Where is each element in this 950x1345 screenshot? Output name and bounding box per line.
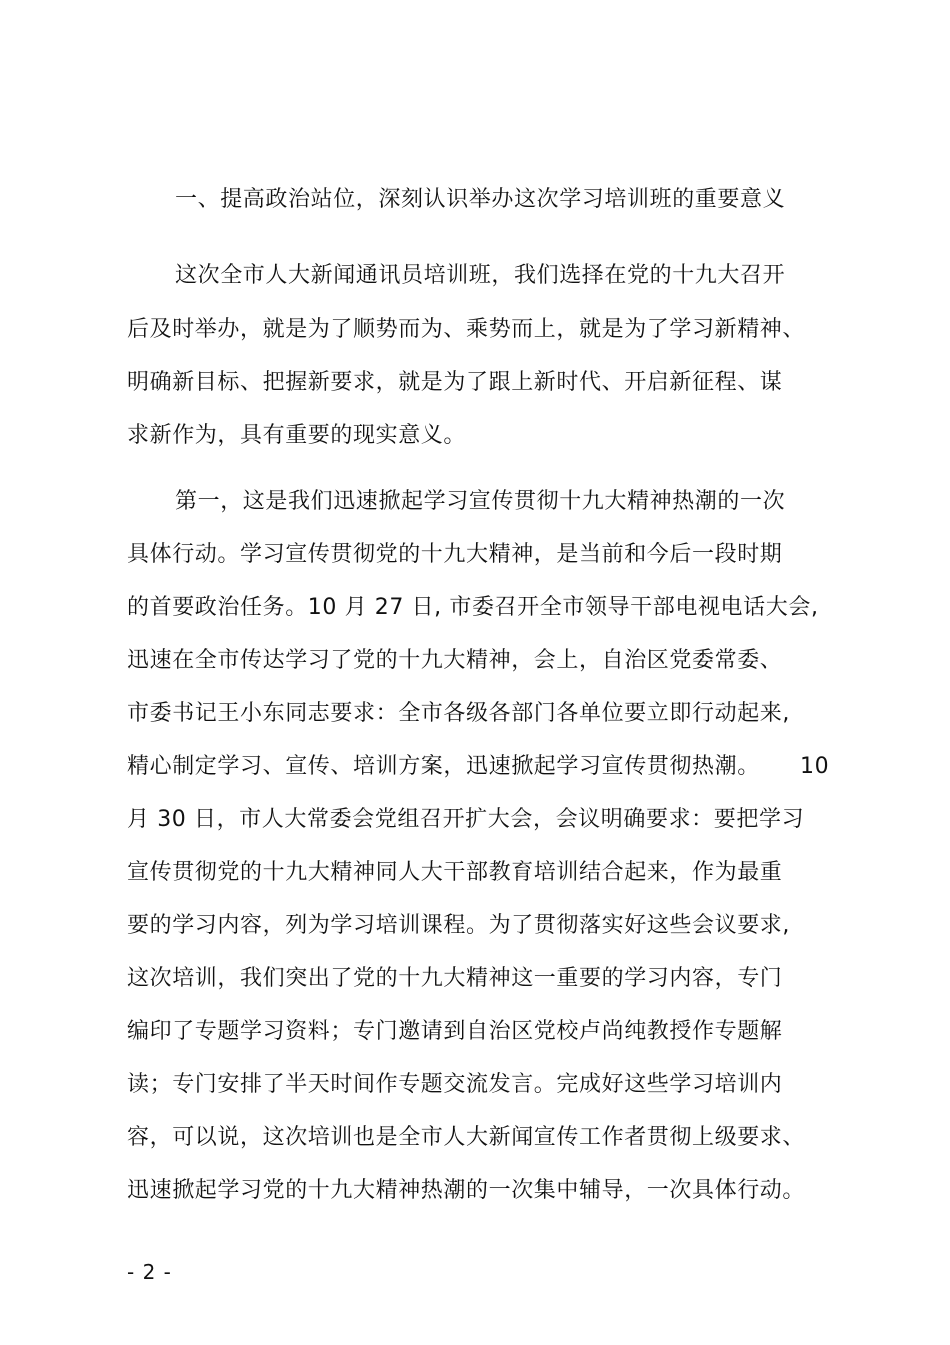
paragraph-2-line-2: 具体行动。学习宣传贯彻党的十九大精神，是当前和今后一段时期: [127, 542, 783, 567]
paragraph-2-line-7: 月 30 日，市人大常委会党组召开扩大会，会议明确要求：要把学习: [127, 807, 805, 832]
paragraph-2-line-8: 宣传贯彻党的十九大精神同人大干部教育培训结合起来，作为最重: [127, 860, 783, 885]
paragraph-2-line-10: 这次培训，我们突出了党的十九大精神这一重要的学习内容，专门: [127, 966, 783, 991]
paragraph-2-line-5: 市委书记王小东同志要求：全市各级各部门各单位要立即行动起来,: [127, 701, 790, 726]
paragraph-2-line-4: 迅速在全市传达学习了党的十九大精神，会上，自治区党委常委、: [127, 648, 783, 673]
paragraph-1-line-2: 后及时举办，就是为了顺势而为、乘势而上，就是为了学习新精神、: [127, 317, 806, 342]
paragraph-2-line-3: 的首要政治任务。10 月 27 日, 市委召开全市领导干部电视电话大会,: [127, 595, 819, 620]
paragraph-1-line-1: 这次全市人大新闻通讯员培训班，我们选择在党的十九大召开: [175, 263, 786, 288]
paragraph-2-line-14: 迅速掀起学习党的十九大精神热潮的一次集中辅导，一次具体行动。: [127, 1178, 806, 1203]
paragraph-2-line-13: 容，可以说，这次培训也是全市人大新闻宣传工作者贯彻上级要求、: [127, 1125, 806, 1150]
paragraph-2-line-12: 读；专门安排了半天时间作专题交流发言。完成好这些学习培训内: [127, 1072, 783, 1097]
page-number: - 2 -: [127, 1260, 172, 1284]
paragraph-1-line-3: 明确新目标、把握新要求，就是为了跟上新时代、开启新征程、谋: [127, 370, 783, 395]
paragraph-1-line-4: 求新作为，具有重要的现实意义。: [127, 423, 467, 448]
section-heading: 一、提高政治站位，深刻认识举办这次学习培训班的重要意义: [175, 187, 786, 212]
paragraph-2-line-11: 编印了专题学习资料；专门邀请到自治区党校卢尚纯教授作专题解: [127, 1019, 783, 1044]
paragraph-2-line-6: 精心制定学习、宣传、培训方案，迅速掀起学习宣传贯彻热潮。: [127, 754, 760, 779]
paragraph-2-line-1: 第一，这是我们迅速掀起学习宣传贯彻十九大精神热潮的一次: [175, 489, 786, 514]
floating-month-number: 10: [800, 754, 830, 779]
paragraph-2-line-9: 要的学习内容，列为学习培训课程。为了贯彻落实好这些会议要求,: [127, 913, 790, 938]
